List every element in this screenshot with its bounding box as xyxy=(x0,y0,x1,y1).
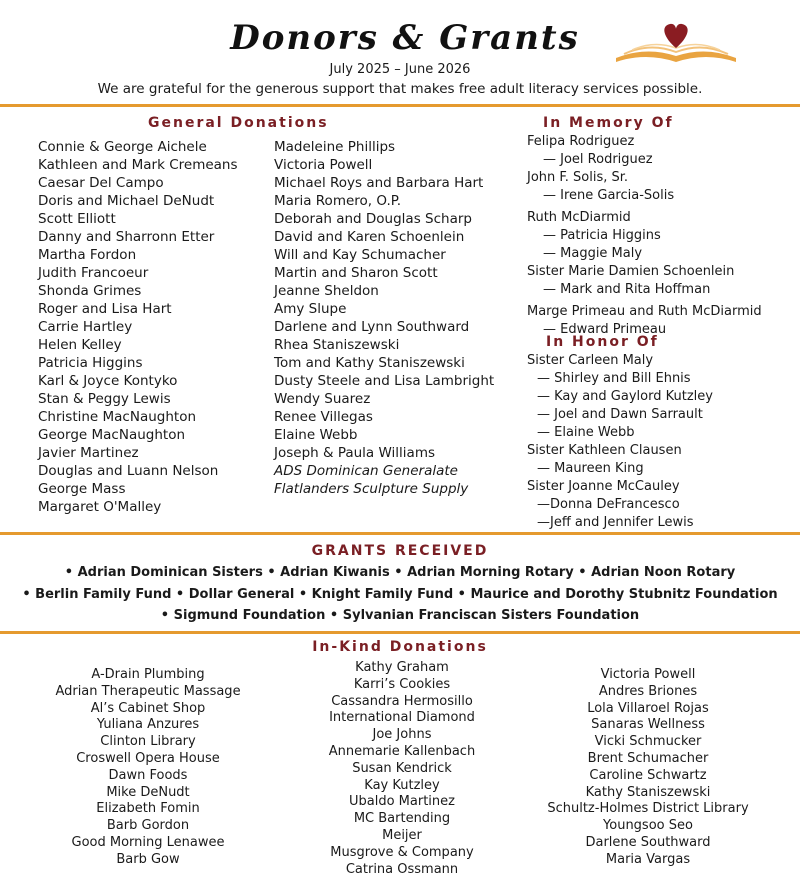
divider xyxy=(0,532,800,535)
honor-line: —Jeff and Jennifer Lewis xyxy=(537,515,694,530)
in-kind-donor: Kathy Staniszewski xyxy=(585,784,711,800)
donor-name: Joseph & Paula Williams xyxy=(274,445,436,461)
donor-name: Carrie Hartley xyxy=(38,319,133,335)
in-kind-donor: Clinton Library xyxy=(100,734,196,750)
honor-line: — Shirley and Bill Ehnis xyxy=(537,371,691,386)
donor-name: Connie & George Aichele xyxy=(38,139,207,155)
in-kind-column-2 xyxy=(292,660,512,878)
grant-row: • Adrian Dominican Sisters • Adrian Kiwanis • Adrian Morning Rotary • Adrian Noon Rotary xyxy=(64,565,736,580)
in-kind-donor: Schultz-Holmes District Library xyxy=(547,801,749,817)
in-kind-donor: Vicki Schmucker xyxy=(594,734,702,750)
donor-name: Kathleen and Mark Cremeans xyxy=(38,157,238,173)
in-memory-list xyxy=(527,133,762,339)
in-kind-donor: Karri’s Cookies xyxy=(353,676,451,692)
in-kind-donor: Good Morning Lenawee xyxy=(71,834,225,850)
memorial-line: Marge Primeau and Ruth McDiarmid xyxy=(527,304,762,319)
in-kind-donor: Croswell Opera House xyxy=(76,750,220,766)
donor-name: Martin and Sharon Scott xyxy=(274,265,438,281)
donor-name: Helen Kelley xyxy=(38,337,122,353)
in-kind-donor: Yuliana Anzures xyxy=(96,717,200,733)
donor-name: Patricia Higgins xyxy=(38,355,143,371)
in-kind-donor: Catrina Ossmann xyxy=(345,861,459,877)
in-kind-donor: Susan Kendrick xyxy=(352,760,452,776)
donor-name: George Mass xyxy=(38,481,126,497)
grants-list xyxy=(0,565,800,630)
donor-name: Shonda Grimes xyxy=(38,283,142,299)
in-kind-donor: Musgrove & Company xyxy=(330,844,474,860)
divider xyxy=(0,631,800,634)
memorial-line: — Joel Rodriguez xyxy=(543,152,653,167)
donor-name: Christine MacNaughton xyxy=(38,409,197,425)
organization-donor: Flatlanders Sculpture Supply xyxy=(274,481,469,497)
donor-name: Judith Francoeur xyxy=(38,265,149,281)
in-kind-donor: Maria Vargas xyxy=(605,851,691,867)
donor-name: Roger and Lisa Hart xyxy=(38,301,172,317)
in-kind-donor: Meijer xyxy=(382,827,422,843)
page-title: Donors & Grants xyxy=(230,18,580,58)
in-kind-donor: Lola Villaroel Rojas xyxy=(587,700,709,716)
donor-name: Wendy Suarez xyxy=(274,391,371,407)
honor-line: Sister Kathleen Clausen xyxy=(527,443,682,458)
date-range: July 2025 – June 2026 xyxy=(329,62,471,77)
memorial-line: John F. Solis, Sr. xyxy=(527,170,629,185)
honor-line: — Maureen King xyxy=(537,461,644,476)
memorial-line: — Irene Garcia-Solis xyxy=(543,188,675,203)
donor-name: Will and Kay Schumacher xyxy=(274,247,446,263)
in-kind-donor: Victoria Powell xyxy=(600,667,696,682)
in-kind-donor: Barb Gow xyxy=(116,851,180,867)
in-kind-donor: Mike DeNudt xyxy=(106,784,190,800)
donor-name: Amy Slupe xyxy=(274,301,347,317)
donor-name: Scott Elliott xyxy=(38,211,116,227)
in-kind-donor: Kay Kutzley xyxy=(364,777,440,793)
donor-name: Deborah and Douglas Scharp xyxy=(274,211,472,227)
honor-line: — Elaine Webb xyxy=(537,425,635,440)
memorial-line: — Mark and Rita Hoffman xyxy=(543,282,711,297)
in-kind-donor: MC Bartending xyxy=(353,811,451,827)
general-donations-column-2 xyxy=(274,138,494,498)
in-kind-donor: Dawn Foods xyxy=(108,767,188,783)
donor-name: Margaret O'Malley xyxy=(38,499,162,515)
in-kind-donor: Joe Johns xyxy=(372,727,432,743)
grants-heading: GRANTS RECEIVED xyxy=(311,543,489,559)
general-donations-heading: General Donations xyxy=(148,115,329,131)
grant-row: • Berlin Family Fund • Dollar General • Knight Family Fund • Maurice and Dorothy Stubnitz Foundation xyxy=(22,586,778,602)
in-kind-donor: Kathy Graham xyxy=(355,660,449,675)
in-kind-donor: Ubaldo Martinez xyxy=(349,794,455,810)
donor-name: Rhea Staniszewski xyxy=(274,337,400,353)
donor-name: Elaine Webb xyxy=(274,427,358,443)
memorial-line: Sister Marie Damien Schoenlein xyxy=(527,264,735,279)
in-honor-heading: In Honor Of xyxy=(546,334,659,350)
memorial-line: — Maggie Maly xyxy=(543,246,643,261)
donor-name: Jeanne Sheldon xyxy=(274,283,379,299)
memorial-line: — Patricia Higgins xyxy=(543,228,661,243)
memorial-line: Ruth McDiarmid xyxy=(527,210,631,225)
in-kind-donor: Caroline Schwartz xyxy=(589,767,707,783)
donor-name: Renee Villegas xyxy=(274,409,373,425)
donor-name: Victoria Powell xyxy=(274,157,373,173)
heart-book-icon xyxy=(612,18,740,66)
donor-name: Danny and Sharronn Etter xyxy=(38,229,215,245)
in-kind-donor: Youngsoo Seo xyxy=(603,818,693,834)
in-kind-column-1 xyxy=(38,667,258,869)
in-kind-heading: In-Kind Donations xyxy=(312,639,488,655)
in-kind-donor: Sanaras Wellness xyxy=(591,717,705,733)
in-kind-donor: Adrian Therapeutic Massage xyxy=(55,683,241,699)
donor-name: Martha Fordon xyxy=(38,247,137,263)
in-honor-list xyxy=(527,352,713,532)
donor-name: Maria Romero, O.P. xyxy=(274,193,402,209)
donor-name: George MacNaughton xyxy=(38,427,186,443)
honor-line: —Donna DeFrancesco xyxy=(537,497,680,512)
divider xyxy=(0,104,800,107)
donor-name: Caesar Del Campo xyxy=(38,175,164,191)
donor-name: Javier Martinez xyxy=(38,445,139,461)
in-kind-donor: Brent Schumacher xyxy=(587,750,709,766)
tagline: We are grateful for the generous support that makes free adult literacy services possible. xyxy=(97,81,703,97)
in-kind-donor: Barb Gordon xyxy=(106,818,190,834)
memorial-line: Felipa Rodriguez xyxy=(527,134,635,149)
donor-name: Douglas and Luann Nelson xyxy=(38,463,219,479)
in-kind-donor: Al’s Cabinet Shop xyxy=(90,700,206,716)
in-kind-donor: International Diamond xyxy=(329,710,475,726)
in-kind-donor: Andres Briones xyxy=(598,683,698,699)
donor-name: Stan & Peggy Lewis xyxy=(38,391,171,407)
in-kind-donor: Annemarie Kallenbach xyxy=(328,743,476,759)
donor-name: Karl & Joyce Kontyko xyxy=(38,373,178,389)
donor-name: David and Karen Schoenlein xyxy=(274,229,465,245)
in-kind-donor: A-Drain Plumbing xyxy=(91,667,205,682)
honor-line: — Joel and Dawn Sarrault xyxy=(537,407,703,422)
in-kind-donor: Darlene Southward xyxy=(585,834,711,850)
in-kind-donor: Elizabeth Fomin xyxy=(96,801,200,817)
in-kind-donor: Cassandra Hermosillo xyxy=(331,693,473,709)
honor-line: Sister Joanne McCauley xyxy=(527,479,680,494)
memorial-line: — Edward Primeau xyxy=(543,322,667,337)
in-memory-heading: In Memory Of xyxy=(543,115,674,131)
grant-row: • Sigmund Foundation • Sylvanian Franciscan Sisters Foundation xyxy=(160,608,640,623)
honor-line: Sister Carleen Maly xyxy=(527,353,654,368)
donor-name: Darlene and Lynn Southward xyxy=(274,319,470,335)
general-donations-column-1 xyxy=(38,138,238,516)
honor-line: — Kay and Gaylord Kutzley xyxy=(537,389,713,404)
organization-donor: ADS Dominican Generalate xyxy=(274,463,458,479)
in-kind-column-3 xyxy=(538,667,758,869)
donor-name: Dusty Steele and Lisa Lambright xyxy=(274,373,495,389)
donor-name: Doris and Michael DeNudt xyxy=(38,193,215,209)
donor-name: Tom and Kathy Staniszewski xyxy=(274,355,465,371)
donor-name: Michael Roys and Barbara Hart xyxy=(274,175,484,191)
donor-name: Madeleine Phillips xyxy=(274,139,396,155)
